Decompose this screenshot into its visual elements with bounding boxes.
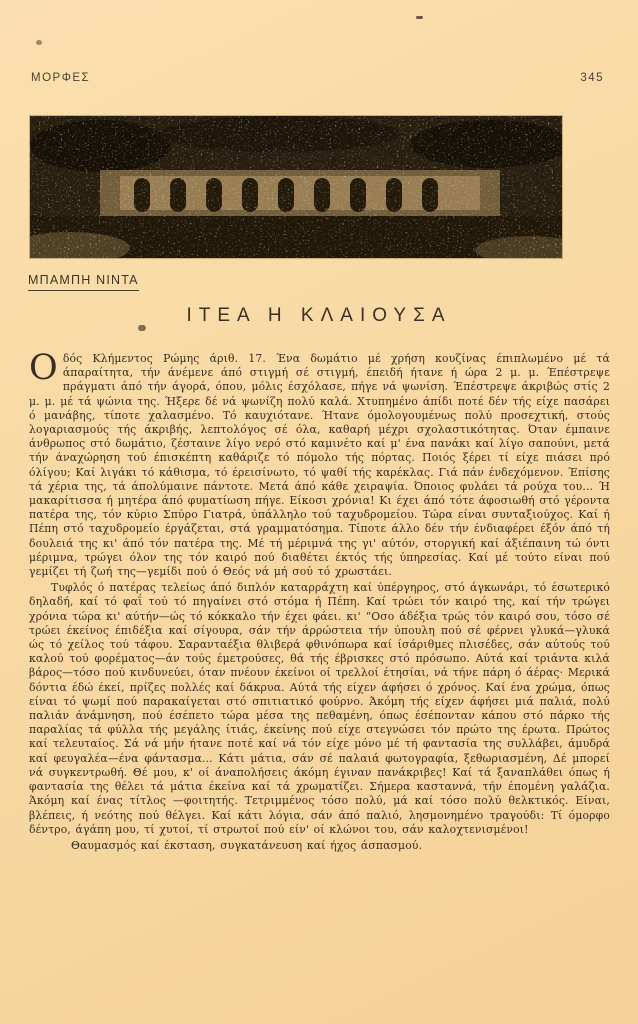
ink-artifact xyxy=(416,16,423,19)
ink-artifact xyxy=(36,40,42,45)
paragraph-second: Τυφλός ό πατέρας τελείως άπό διπλόν καταρράχτη καί ύπέργηρος, στό άγκωνάρι, τό έσωτερικό δηλαδή, καί τό φαΐ τού τό πηγαίνει στό στόμα ή Πέπη. Καί τρώει τόν καιρό της, καί τήν τρώγει χρόνια τώρα κι' αύτήν—ώς τό κόκκαλο τήν έχει φάει. κι' “Οσο άδέξια τρώς τόν καιρό σου, τόσο σέ τρώει έκείνος έπιδέξια καί σίγουρα, σάν τήν άρρώστεια τήν ύπουλη πού σέ φέρνει γλυκά—γλυκά ώς τό χείλος τού τάφου. Σαρανταέξια θλιβερά φθινόπωρα καί ίσάριθμες πλισέδες, σάν αύτούς τού καλού τού φορέματος—άν τούς έμετρούσες, θά τής έβρισκες στό πρόσωπο. Αύτά καί τριάντα κιλά βάρος—τόσο πού κινδυνεύει, όταν πνέουν έκείνοι οί τρελλοί έτησίαι, νά τήνε πάρη ό άέρας· Μερικά δόντια έδώ έκεί, πρίζες πολλές καί δάκρυα. Αύτά τής είχεν άφήσει ό χρόνος. Καί ένα χρώμα, όπως είναι τό ψωμί πού παρακαίγεται στό σπιτιατικό φούρνο. Άκόμη τής είχεν άφήσει μιά παλιά, πολύ παλιάν άνάμνηση, πού έσέπετο τώρα μέσα της πεθαμένη, όπως έσέπονταν κάπου στό πάρκο τής παραλίας τά φύλλα τής μεγάλης ίτιάς, έκείνης πού είχε στεγνώσει τόν πρώτο της έρωτα. Πρώτος καί τελευταίος. Σά νά μήν ήτανε ποτέ καί νά τόν είχε μόνο μέ τή φαντασία της συλλάβει, άμυδρά καί φευγαλέα—ένα φάντασμα... Κάτι μάτια, σάν σέ παλαιά φωτογραφία, ξεθωριασμένη, Δέ μπορεί νά συγκεντρωθή. Θέ μου, κ' οί άναπολήσεις άκόμη έγιναν πανάκριβες! Καί τά ξαναπλάθει όπως ή φαντασία της θέλει τά μάτια έκείνα καί τά χρωματίζει. Σήμερα κασταννά, τήν έπομένη γαλάζια. Άκόμη καί ένας τίτλος —φοιτητής. Τετριμμένος τόσο πολύ, μά καί τόσο πολύ θελκτικός. Είναι, βλέπεις, ή νεότης πού θέλγει. Καί κάτι λόγια, σάν άπό παλιό, λησμονημένο τραγούδι: Τί όμορφο δέντρο, άγάπη μου, τί χυτοί, τί στρωτοί πού είν' οί κλώνοι του, σάν καλοχτενισμένοι! xyxy=(29,581,610,836)
woodcut-illustration xyxy=(30,116,562,258)
paragraph-first xyxy=(29,348,610,579)
author-name: ΜΠΑΜΠΗ ΝΙΝΤΑ xyxy=(28,273,139,291)
story-title: ΙΤΕΑ Η ΚΛΑΙΟΥΣΑ xyxy=(186,305,452,326)
magazine-title: ΜΟΡΦΕΣ xyxy=(31,72,91,84)
drop-cap: Ο xyxy=(29,348,58,388)
page-number: 345 xyxy=(580,72,604,84)
running-header xyxy=(31,72,604,84)
woodcut-image xyxy=(30,116,562,258)
closing-line: Θαυμασμός καί έκσταση, συγκατάνευση καί ήχος άσπασμού. xyxy=(71,838,423,852)
paragraph-text: δός Κλήμεντος Ρώμης άριθ. 17. Ένα δωμάτιο μέ χρήση κουζίνας έπιπλωμένο μέ τά άπαραίτητα, τήν άνέμενε άπό στιγμή σέ στιγμή, έπειδή ήτανε ή ώρα 2 μ. μ. Έπέστρεψε πράγματι άπό τήν άγορά, όπου, μόλις έσχόλασε, πήγε νά ψωνίση. Έπέστρεψε άκριβώς στίς 2 μ. μ. μέ τά ψώνια της. Ήξερε δέ νά ψωνίζη πολύ καλά. Χτυπημένο άπίδι ποτέ δέν τής είχε πασάρει ό μανάβης, τίποτε χαλασμένο. Τό καυχιότανε. Ήτανε όμολογουμένως πολύ προσεχτική, στούς λογαριασμούς τής άκριβής, λεπτολόγος σέ όλα, καθαρή μέχρι σχολαστικότητας. Όταν έμπαινε άνθρωπος στό δωμάτιο, ζέσταινε λίγο νερό στό καμινέτο καί μ' ένα πανάκι καί λίγο σαπούνι, μετά τήν άναχώρηση τού έπισκέπτη καθάριζε τό πόμολο τής πόρτας. Ποιός ξέρει τί είχε πιάσει πρό όλίγου; Καί λιγάκι τό κάθισμα, τό έρεισίνωτο, τό ψαθί τής καρέκλας. Γιά πάν ένδεχόμενον. Έπίσης τά χέρια της, τά άπολύμαινε πάντοτε. Μετά άπό κάθε χειραψία. Όποιος φυλάει τά ρούχα του... Ή μακαρίτισσα ή μητέρα άπό φυματίωση πήγε. Είκοσι χρόνια! Κι έχει άπό τότε άφοσιωθή στό γέροντα πατέρα της, τόν κύριο Σπύρο Γιατρά, ύπάλληλο τού ταχυδρομείου. Τώρα είναι συνταξιούχος. Καί ή Πέπη στό ταχυδρομείο έργάζεται, στά γραμματόσημα. Τίποτε άλλο δέν τήν ένδιαφέρει έξόν άπό τή δουλειά της κι' άπό τόν πατέρα της. Μέ τή μέριμνά της γι' αύτόν, στοργική καί άξιέπαινη τώ όντι μέριμνα, τρώγει όλον της τόν καιρό πού διαθέτει έκτός τής ύπηρεσίας. Καί μέ τούτο είναι πού γεμίζει τή ζωή της—γεμίδι πού ό Θεός νά μή σού τό χρωστάει. xyxy=(29,352,610,579)
story-body xyxy=(29,348,610,855)
